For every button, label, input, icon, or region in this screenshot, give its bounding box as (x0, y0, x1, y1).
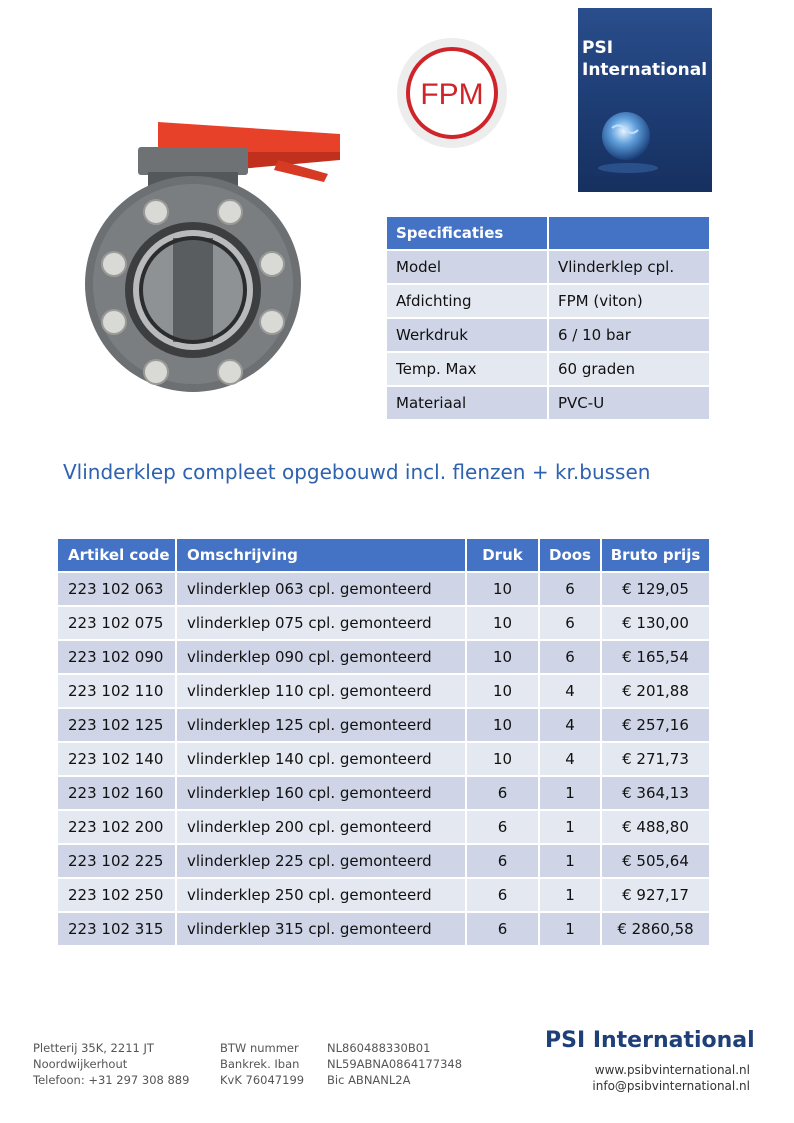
psi-international-logo (578, 8, 712, 192)
cell-bruto-prijs: € 257,16 (602, 709, 709, 741)
spec-header-label: Specificaties (387, 217, 547, 249)
footer-value: NL59ABNA0864177348 (327, 1057, 463, 1071)
footer-address-line: Pletterij 35K, 2211 JT (33, 1041, 154, 1055)
cell-bruto-prijs: € 271,73 (602, 743, 709, 775)
butterfly-valve-image (78, 112, 348, 397)
spec-value: FPM (viton) (549, 285, 709, 317)
cell-bruto-prijs: € 2860,58 (602, 913, 709, 945)
cell-omschrijving: vlinderklep 110 cpl. gemonteerd (177, 675, 465, 707)
cell-artikel-code: 223 102 160 (58, 777, 175, 809)
cell-omschrijving: vlinderklep 075 cpl. gemonteerd (177, 607, 465, 639)
footer-contact (592, 1062, 750, 1094)
cell-artikel-code: 223 102 090 (58, 641, 175, 673)
footer-value: Bic ABNANL2A (327, 1073, 411, 1087)
cell-doos: 6 (540, 641, 600, 673)
spec-value: Vlinderklep cpl. (549, 251, 709, 283)
table-row (58, 641, 709, 673)
cell-doos: 4 (540, 743, 600, 775)
col-header-omschrijving: Omschrijving (177, 539, 465, 571)
cell-druk: 10 (467, 743, 538, 775)
table-row (58, 607, 709, 639)
globe-icon (578, 98, 712, 192)
spec-row (387, 387, 709, 419)
footer-values (327, 1040, 462, 1088)
footer-label: KvK 76047199 (220, 1073, 305, 1087)
cell-druk: 10 (467, 607, 538, 639)
footer-website-link[interactable]: www.psibvinternational.nl (594, 1063, 750, 1077)
table-row (58, 879, 709, 911)
spec-row (387, 285, 709, 317)
psi-logo-line1: PSI (582, 38, 614, 58)
spec-label: Model (387, 251, 547, 283)
specifications-table (385, 215, 711, 421)
cell-doos: 1 (540, 811, 600, 843)
footer-labels (220, 1040, 304, 1088)
cell-bruto-prijs: € 488,80 (602, 811, 709, 843)
spec-row (387, 251, 709, 283)
footer-brand: PSI International (545, 1028, 755, 1053)
spec-value: 60 graden (549, 353, 709, 385)
cell-artikel-code: 223 102 075 (58, 607, 175, 639)
section-heading: Vlinderklep compleet opgebouwd incl. flenzen + kr.bussen (63, 460, 651, 484)
cell-druk: 6 (467, 845, 538, 877)
cell-artikel-code: 223 102 225 (58, 845, 175, 877)
spec-header-value (549, 217, 709, 249)
cell-omschrijving: vlinderklep 225 cpl. gemonteerd (177, 845, 465, 877)
cell-bruto-prijs: € 505,64 (602, 845, 709, 877)
cell-omschrijving: vlinderklep 315 cpl. gemonteerd (177, 913, 465, 945)
cell-bruto-prijs: € 927,17 (602, 879, 709, 911)
col-header-druk: Druk (467, 539, 538, 571)
col-header-bruto-prijs: Bruto prijs (602, 539, 709, 571)
table-row (58, 777, 709, 809)
cell-artikel-code: 223 102 110 (58, 675, 175, 707)
cell-artikel-code: 223 102 315 (58, 913, 175, 945)
footer-phone: Telefoon: +31 297 308 889 (33, 1073, 190, 1087)
spec-row (387, 353, 709, 385)
table-row (58, 913, 709, 945)
col-header-artikel-code: Artikel code (58, 539, 175, 571)
cell-omschrijving: vlinderklep 090 cpl. gemonteerd (177, 641, 465, 673)
cell-doos: 1 (540, 879, 600, 911)
table-row (58, 845, 709, 877)
cell-druk: 6 (467, 811, 538, 843)
cell-bruto-prijs: € 129,05 (602, 573, 709, 605)
cell-druk: 10 (467, 675, 538, 707)
cell-artikel-code: 223 102 140 (58, 743, 175, 775)
cell-doos: 1 (540, 845, 600, 877)
spec-label: Temp. Max (387, 353, 547, 385)
table-row (58, 675, 709, 707)
cell-artikel-code: 223 102 125 (58, 709, 175, 741)
spec-label: Materiaal (387, 387, 547, 419)
footer-value: NL860488330B01 (327, 1041, 431, 1055)
table-row (58, 743, 709, 775)
cell-druk: 6 (467, 777, 538, 809)
footer-address-line: Noordwijkerhout (33, 1057, 128, 1071)
cell-bruto-prijs: € 201,88 (602, 675, 709, 707)
cell-doos: 6 (540, 573, 600, 605)
cell-doos: 6 (540, 607, 600, 639)
col-header-doos: Doos (540, 539, 600, 571)
cell-omschrijving: vlinderklep 160 cpl. gemonteerd (177, 777, 465, 809)
cell-omschrijving: vlinderklep 125 cpl. gemonteerd (177, 709, 465, 741)
cell-doos: 1 (540, 913, 600, 945)
psi-logo-line2: International (582, 60, 708, 80)
cell-artikel-code: 223 102 250 (58, 879, 175, 911)
spec-value: 6 / 10 bar (549, 319, 709, 351)
cell-doos: 1 (540, 777, 600, 809)
cell-bruto-prijs: € 130,00 (602, 607, 709, 639)
spec-label: Afdichting (387, 285, 547, 317)
cell-artikel-code: 223 102 063 (58, 573, 175, 605)
cell-druk: 6 (467, 879, 538, 911)
price-table (56, 537, 711, 947)
fpm-badge-text: FPM (420, 78, 484, 111)
cell-omschrijving: vlinderklep 250 cpl. gemonteerd (177, 879, 465, 911)
cell-bruto-prijs: € 165,54 (602, 641, 709, 673)
table-row (58, 573, 709, 605)
cell-druk: 10 (467, 709, 538, 741)
cell-druk: 10 (467, 641, 538, 673)
table-row (58, 709, 709, 741)
cell-bruto-prijs: € 364,13 (602, 777, 709, 809)
spec-label: Werkdruk (387, 319, 547, 351)
cell-doos: 4 (540, 709, 600, 741)
spec-value: PVC-U (549, 387, 709, 419)
footer-label: Bankrek. Iban (220, 1057, 300, 1071)
footer-label: BTW nummer (220, 1041, 299, 1055)
cell-artikel-code: 223 102 200 (58, 811, 175, 843)
fpm-badge-logo (396, 37, 508, 149)
spec-row (387, 319, 709, 351)
cell-omschrijving: vlinderklep 140 cpl. gemonteerd (177, 743, 465, 775)
cell-druk: 10 (467, 573, 538, 605)
cell-omschrijving: vlinderklep 063 cpl. gemonteerd (177, 573, 465, 605)
table-row (58, 811, 709, 843)
footer-address (33, 1040, 189, 1088)
footer-email-link[interactable]: info@psibvinternational.nl (592, 1079, 750, 1093)
cell-druk: 6 (467, 913, 538, 945)
cell-doos: 4 (540, 675, 600, 707)
cell-omschrijving: vlinderklep 200 cpl. gemonteerd (177, 811, 465, 843)
